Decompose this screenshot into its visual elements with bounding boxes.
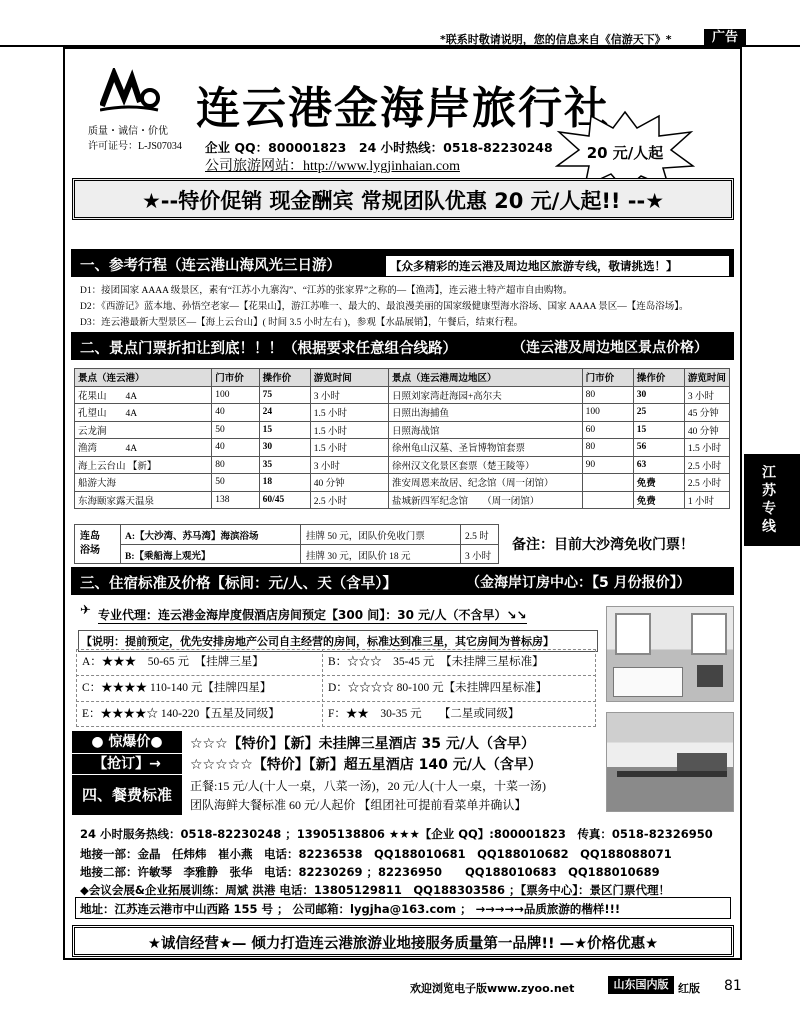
beach-remark: 备注：目前大沙湾免收门票！ [512,537,694,553]
cell: 56 [633,439,684,457]
itinerary-day3: D3：连云港最新大型景区—【海上云台山】( 时间 3.5 小时左右 )，参观【水晶展销】，午餐后，结束行程。 [80,318,524,328]
cell: 免费 [633,474,684,492]
grade-b: B：☆☆☆ 35-45 元 【未挂牌三星标准】 [328,656,544,668]
grade-e: E：★★★★☆ 140-220【五星及同级】 [82,708,280,720]
table-row [75,386,730,404]
cell: 40 [212,404,259,422]
meal-line-2: 团队海鲜大餐标准 60 元/人起价 【组团社可提前看菜单并确认】 [190,798,527,812]
qq-hotline: 企业 QQ：800001823 24 小时热线：0518-82230248 [205,140,553,155]
section4-title: 四、餐费标准 [72,775,182,815]
beach-mid-rule [120,544,499,545]
cell: 1.5 小时 [310,404,388,422]
contact-meeting: ◆会议会展&企业拓展训练：周斌 洪港 电话：13805129811 QQ188303586 ；【票务中心】：景区门票代理！ [80,883,670,897]
agent-icon: ✈ [80,603,91,618]
pavilion-shape [677,753,727,773]
cell: 渔湾 4A [75,439,212,457]
cell: 80 [212,456,259,474]
cell: 1.5 小时 [684,439,729,457]
beach-a-time: 2.5 时 [465,532,489,542]
cell: 船游大海 [75,474,212,492]
cell: 徐州龟山汉墓、圣旨博物馆套票 [388,439,582,457]
beach-b-time: 3 小时 [465,552,492,562]
cell: 2.5 小时 [310,491,388,509]
side-tab-label: 江苏专线 [762,465,776,535]
th-spot: 景点（连云港） [75,369,212,387]
cell [582,474,633,492]
grade-d: D：☆☆☆☆ 80-100 元【未挂牌四星标准】 [328,682,548,694]
burst-price-text: 20 元/人起 [586,144,664,162]
beach-col2 [300,524,301,564]
cell: 孔望山 4A [75,404,212,422]
cell: 100 [212,386,259,404]
th-time: 游览时间 [310,369,388,387]
cell: 花果山 4A [75,386,212,404]
th-op2: 操作价 [633,369,684,387]
cell: 日照刘家湾赶海园+高尔夫 [388,386,582,404]
logo [100,68,160,113]
cell: 80 [582,386,633,404]
contact-team2: 地接二部：许敏琴 李雅静 张华 电话：82230269 ；82236950 QQ188010683 QQ188010689 [80,865,660,879]
chair-shape [697,665,723,687]
promo-banner-text: ★--特价促销 现金酬宾 常规团队优惠 20 元/人起!! --★ [141,189,665,213]
th-time2: 游览时间 [684,369,729,387]
website[interactable]: 公司旅游网站：http://www.lygjinhaian.com [205,159,460,174]
cell: 50 [212,421,259,439]
cell: 15 [633,421,684,439]
beach-b-name: B:【乘船海上观光】 [125,552,211,562]
itinerary-day2: D2：《西游记》蓝本地、孙悟空老家—【花果山】，游江苏唯一、最大的、最浪漫美丽的国家级健康型海水浴场、国家 AAAA 景区—【连岛浴场】。 [80,302,689,312]
cell: 日照海战馆 [388,421,582,439]
cell: 35 [259,456,310,474]
bottom-text[interactable]: 欢迎浏览电子版www.zyoo.net [410,982,575,995]
cell: 3 小时 [684,386,729,404]
th-price2: 门市价 [582,369,633,387]
cell: 1.5 小时 [310,421,388,439]
hot-deal-2: ☆☆☆☆☆【特价】【新】超五星酒店 140 元/人（含早） [190,757,542,773]
bed-shape [613,667,683,697]
license: 许可证号：L-JS07034 [88,141,182,152]
section2-title: 二、景点门票折扣让到底！！！（根据要求任意组合线路） [80,341,457,357]
th-spot2: 景点（连云港周边地区） [388,369,582,387]
cell: 80 [582,439,633,457]
window-shape [691,613,727,655]
cell: 63 [633,456,684,474]
grade-grid-h1 [76,675,596,676]
cell: 日照出海捕鱼 [388,404,582,422]
bottom-region: 山东国内版 [608,976,674,994]
header-notice: *联系时敬请说明，您的信息来自《信游天下》* [440,33,672,46]
grade-f: F：★★ 30-35 元 【二星或同级】 [328,708,520,720]
grade-a: A：★★★ 50-65 元 【挂牌三星】 [82,656,264,668]
beach-b-price: 挂牌 30 元，团队价 18 元 [306,552,411,562]
hot-deal-1: ☆☆☆【特价】【新】未挂牌三星酒店 35 元/人（含早） [190,736,535,752]
seaside-photo [606,712,734,812]
bottom-edition: 红版 [678,982,700,995]
section1-note: 【众多精彩的连云港及周边地区旅游专线，敬请挑选！】 [386,256,729,276]
window-shape [615,613,651,655]
th-price: 门市价 [212,369,259,387]
cell: 75 [259,386,310,404]
cell: 50 [212,474,259,492]
section3-title: 三、住宿标准及价格【标间：元/人、天（含早）】 [80,576,398,592]
cell: 40 分钟 [684,421,729,439]
hot-price-label: ● 惊爆价● [72,731,182,753]
grade-grid-v [322,649,323,727]
cell: 15 [259,421,310,439]
section3-right: （金海岸订房中心：【5 月份报价】） [466,575,691,591]
cell: 60 [582,421,633,439]
cell: 40 [212,439,259,457]
mountain-logo-icon [100,68,160,113]
section2-right: （连云港及周边地区景点价格） [512,340,708,356]
cell: 3 小时 [310,386,388,404]
ticket-table [74,368,730,509]
cell: 1.5 小时 [310,439,388,457]
th-op: 操作价 [259,369,310,387]
cell [582,491,633,509]
cell: 1 小时 [684,491,729,509]
side-tab [744,454,800,546]
cell: 45 分钟 [684,404,729,422]
cell: 东海颐家露天温泉 [75,491,212,509]
table-row [75,491,730,509]
table-row [75,439,730,457]
table-row [75,474,730,492]
ad-tag: 广告 [704,29,746,46]
beach-a-price: 挂牌 50 元，团队价免收门票 [306,532,425,542]
motto: 质量・诚信・价优 [88,126,168,137]
cell: 90 [582,456,633,474]
cell: 淮安周恩来故居、纪念馆（周一闭馆） [388,474,582,492]
cell: 30 [633,386,684,404]
beach-a-name: A:【大沙湾、苏马湾】海滨浴场 [125,532,259,542]
section1-title: 一、参考行程（连云港山海风光三日游） [80,258,341,274]
agent-line: 专业代理：连云港金海岸度假酒店房间预定【300 间】：30 元/人（不含早）↘↘ [98,608,527,622]
cell: 100 [582,404,633,422]
contact-hotline: 24 小时服务热线：0518-82230248 ；13905138806 ★★★【企业 QQ】:800001823 传真：0518-82326950 [80,827,713,841]
meal-line-1: 正餐:15 元/人(十人一桌，八菜一汤)，20 元/人(十人一桌，十菜一汤) [190,779,546,793]
cell: 138 [212,491,259,509]
cell: 海上云台山 【新】 [75,456,212,474]
contact-address: 地址：江苏连云港市中山西路 155 号 ； 公司邮箱：lygjha@163.com ； →→→→→品质旅游的楷样!!! [80,902,621,916]
cell: 25 [633,404,684,422]
cell: 徐州汉文化景区套票（楚王陵等） [388,456,582,474]
itinerary-day1: D1：接团国家 AAAA 级景区，素有“江苏小九寨沟”、“江苏的张家界”之称的—【渔湾】，连云港土特产超市自由购物。 [80,286,573,296]
cell: 云龙涧 [75,421,212,439]
ticket-table-header [75,369,730,387]
grade-c: C：★★★★ 110-140 元【挂牌四星】 [82,682,272,694]
page-number: 81 [724,978,742,994]
beach-col3 [460,524,461,564]
grade-grid-h2 [76,701,596,702]
table-row [75,421,730,439]
cell: 18 [259,474,310,492]
table-row [75,404,730,422]
cell: 24 [259,404,310,422]
table-row [75,456,730,474]
explain-line: 【说明：提前预定，优先安排房地产公司自主经营的房间，标准达到准三星，其它房间为普标房】 [78,630,598,652]
footer-banner: ★诚信经营★— 倾力打造连云港旅游业地接服务质量第一品牌!! —★价格优惠★ [147,936,659,952]
cell: 2.5 小时 [684,474,729,492]
cell: 3 小时 [310,456,388,474]
cell: 40 分钟 [310,474,388,492]
grab-label[interactable]: 【抢订】→ [72,754,182,774]
contact-team1: 地接一部：金晶 任炜炜 崔小燕 电话：82236538 QQ188010681 QQ188010682 QQ188088071 [80,847,672,861]
company-name: 连云港金海岸旅行社 [196,83,610,134]
pier-shape [617,771,727,777]
cell: 盐城新四军纪念馆 （周一闭馆） [388,491,582,509]
cell: 2.5 小时 [684,456,729,474]
cell: 30 [259,439,310,457]
hotel-room-photo [606,606,734,702]
cell: 60/45 [259,491,310,509]
cell: 免费 [633,491,684,509]
beach-label: 连岛浴场 [80,531,100,556]
